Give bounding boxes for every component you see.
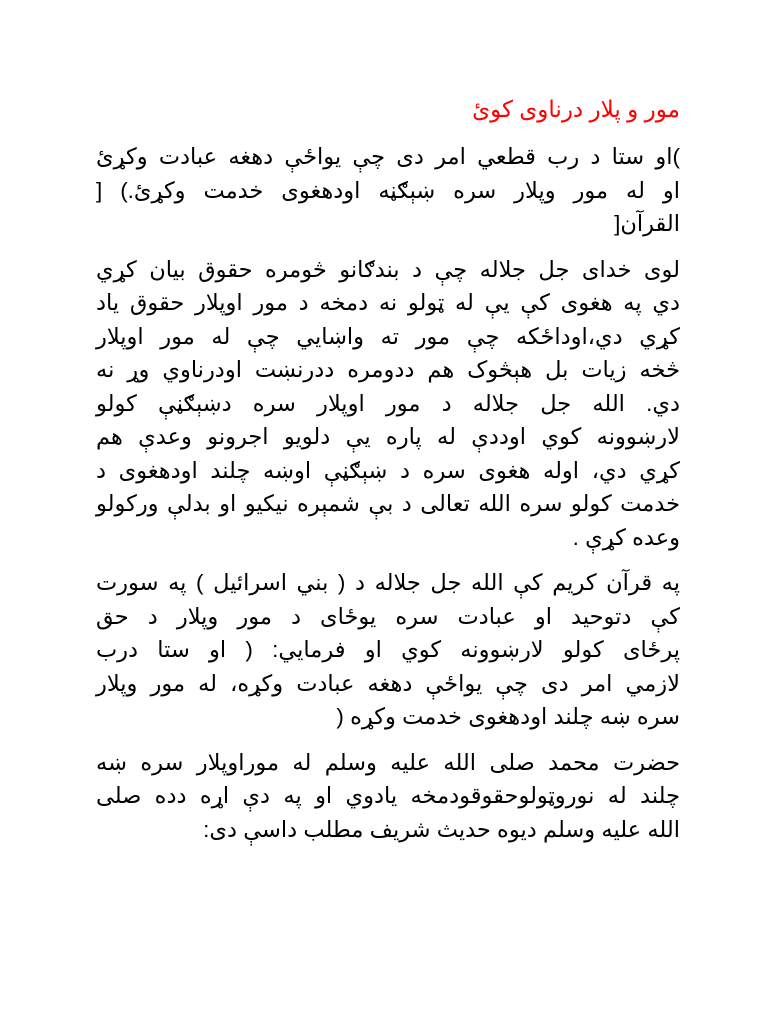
text-line: کړي دي، اوله هغوی سره د ښېګڼې اوښه چلند اودهغوی د xyxy=(96,457,680,483)
text-line: )او ستا د رب قطعي امر دی چې یواځې دهغه عبادت وکړئ xyxy=(96,144,680,169)
paragraph-hadith-intro xyxy=(96,746,680,847)
text-line: څخه زیات بل هېڅوک هم ددومره ددرنښت اودرناوي وړ نه xyxy=(96,357,680,382)
text-line: خدمت کولو سره الله تعالی د بې شمېره نیکیو او بدلې ورکولو xyxy=(96,491,680,516)
text-line: کړي دي،اوداځکه چې مور ته واښایي چې له مور اوپلار xyxy=(96,323,680,349)
paragraph-parents-rights xyxy=(96,253,680,555)
text-line: او له مور وپلار سره ښېګڼه اودهغوی خدمت وکړئ.) [ xyxy=(96,177,680,203)
paragraph-bani-israel xyxy=(96,566,680,734)
text-line: لوی خدای جل جلاله چې د بندګانو څومره حقوق بیان کړي xyxy=(96,256,680,282)
text-line: لازمي امر دی چې یواځې دهغه عبادت وکړه، له مور وپلار xyxy=(96,670,680,696)
text-line: پرځای کولو لارښوونه کوي او فرمایي: ( او ستا درب xyxy=(96,637,680,662)
text-line: په قرآن کریم کې الله جل جلاله د ( بني اسرائیل ) په سورت xyxy=(96,570,680,595)
document-body xyxy=(96,92,680,858)
text-line: چلند له نوروټولوحقوقودمخه یادوي او په دې اړه دده صلی xyxy=(96,783,680,808)
text-line: دي په هغوی کې یې له ټولو نه دمخه د مور اوپلار حقوق یاد xyxy=(96,290,680,315)
text-line: کې دتوحید او عبادت سره یوځای د مور وپلار د حق xyxy=(96,603,680,629)
document-title: مور و پلار درناوی کوئ xyxy=(472,96,680,122)
text-line: القرآن[ xyxy=(614,211,680,236)
text-line: وعده کړې . xyxy=(572,524,680,550)
paragraph-quran-verse xyxy=(96,140,680,241)
text-line: لارښوونه کوي اوددې له پاره یې دلویو اجرونو وعدې هم xyxy=(96,424,680,449)
text-line: سره ښه چلند اودهغوی خدمت وکړه ( xyxy=(336,704,680,729)
text-line: دي. الله جل جلاله د مور اوپلار سره دښېګڼې کولو xyxy=(96,390,680,416)
text-line: الله علیه وسلم دیوه حدیث شریف مطلب داسې دی: xyxy=(203,816,680,842)
text-line: حضرت محمد صلی الله علیه وسلم له موراوپلار سره ښه xyxy=(96,749,680,775)
